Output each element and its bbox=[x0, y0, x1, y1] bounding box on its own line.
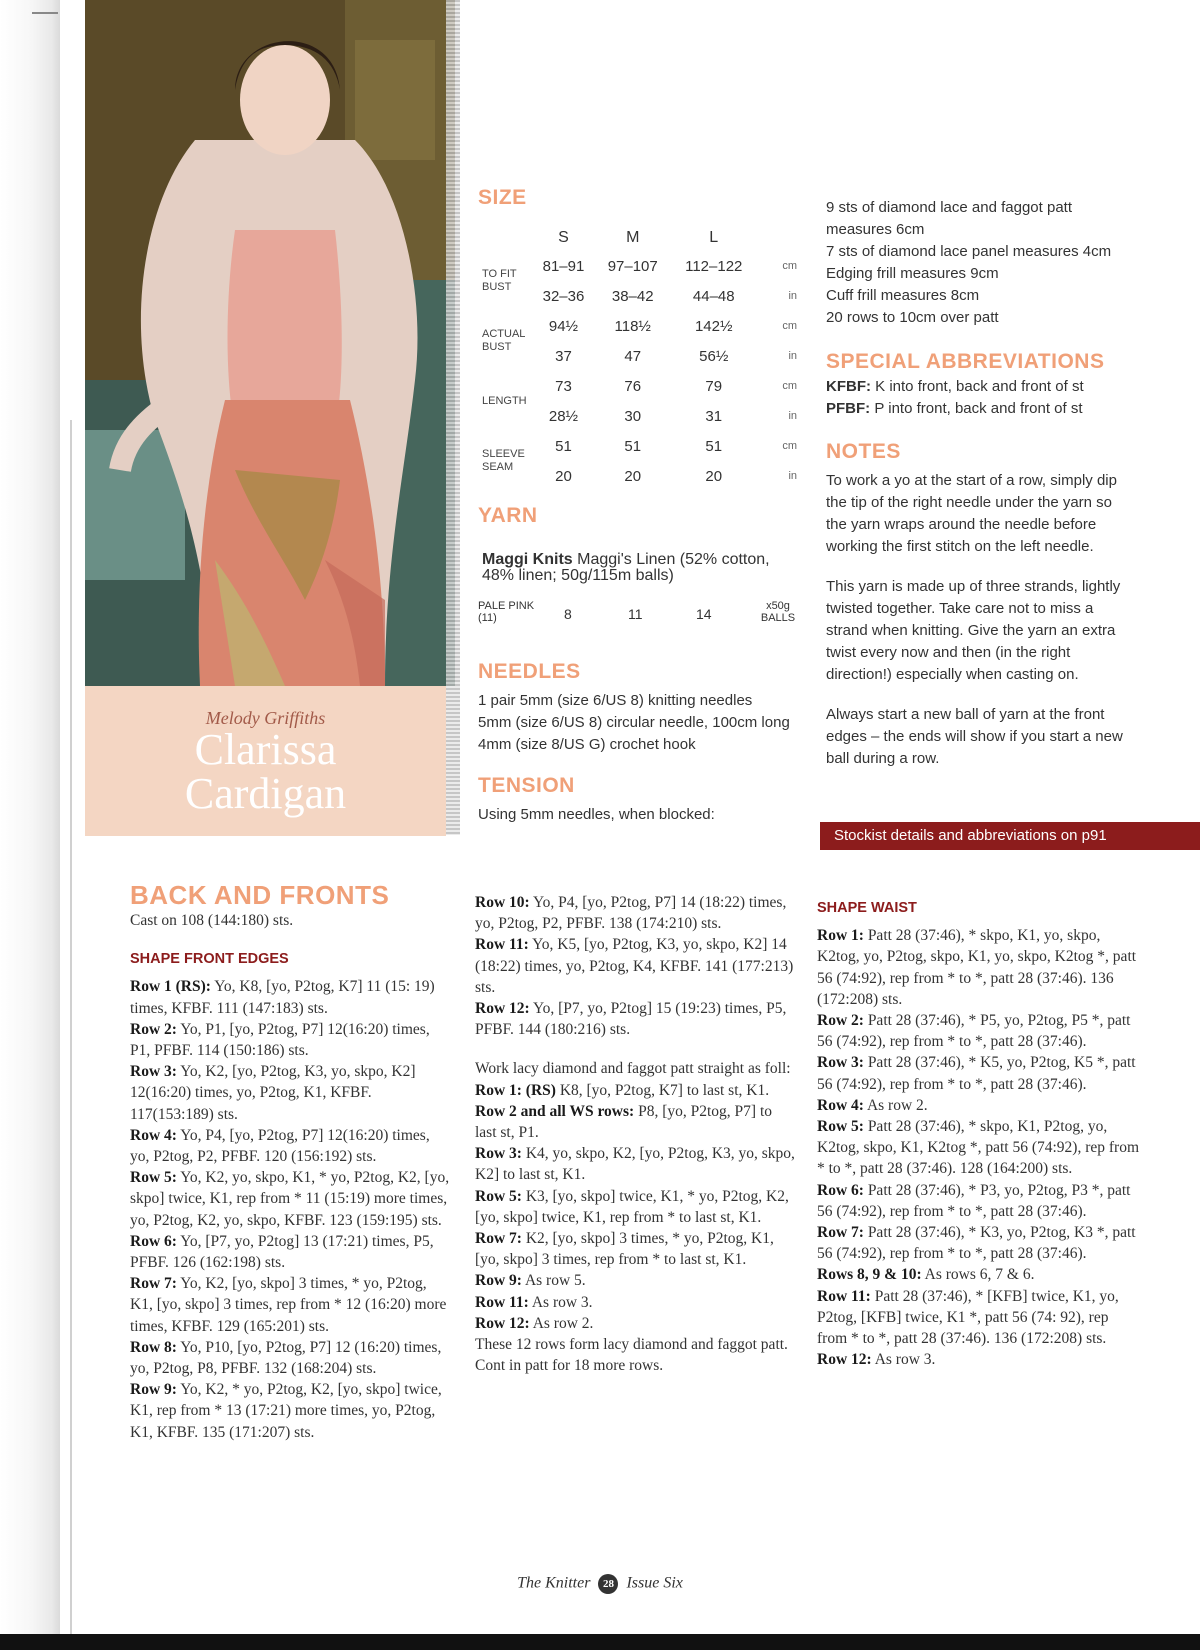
abbrev-item: KFBF: K into front, back and front of st bbox=[826, 378, 1084, 395]
yarn-colour: PALE PINK (11) bbox=[478, 600, 535, 624]
yarn-brand: Maggi Knits bbox=[482, 551, 573, 568]
stockist-banner: Stockist details and abbreviations on p91 bbox=[820, 822, 1200, 850]
title-line-2: Cardigan bbox=[184, 769, 347, 818]
table-cell: 81–91 bbox=[542, 257, 585, 275]
pattern-row: Row 8: Yo, P10, [yo, P2tog, P7] 12 (16:20) times, yo, P2tog, P8, PFBF. 132 (168:204) sts. bbox=[130, 1338, 442, 1378]
tension-item: Edging frill measures 9cm bbox=[826, 265, 999, 282]
yarn-unit: x50g BALLS bbox=[760, 600, 796, 624]
table-cell: 118½ bbox=[614, 317, 651, 335]
table-cell: 94½ bbox=[548, 317, 579, 335]
abbrev-list bbox=[826, 376, 1146, 420]
top-trim-mark bbox=[32, 12, 58, 14]
tension-heading: TENSION bbox=[478, 774, 575, 797]
magazine-name: The Knitter bbox=[517, 1574, 591, 1592]
pattern-row: Row 4: As row 2. bbox=[817, 1096, 928, 1114]
table-cell: 142½ bbox=[694, 317, 733, 335]
size-col-m: M bbox=[626, 229, 640, 246]
size-row-tofit-cm bbox=[482, 251, 797, 281]
size-row-label: SLEEVE SEAM bbox=[482, 448, 525, 473]
table-cell: 73 bbox=[555, 377, 572, 395]
table-cell: 20 bbox=[705, 467, 723, 485]
abbrev-item: PFBF: P into front, back and front of st bbox=[826, 400, 1083, 417]
pattern-row: Row 9: As row 5. bbox=[475, 1272, 586, 1290]
pattern-row: Row 1: (RS) K8, [yo, P2tog, K7] to last st, K1. bbox=[475, 1081, 770, 1099]
title-block bbox=[85, 686, 446, 836]
table-cell: 97–107 bbox=[607, 257, 658, 275]
abbrev-heading: SPECIAL ABBREVIATIONS bbox=[826, 350, 1105, 373]
pattern-row: Row 6: Patt 28 (37:46), * P3, yo, P2tog, P3 *, patt 56 (74:92), rep from * to *, patt 28 (37:46). bbox=[817, 1181, 1131, 1220]
yarn-heading: YARN bbox=[478, 504, 538, 527]
tension-item: 20 rows to 10cm over patt bbox=[826, 309, 999, 326]
pattern-row: Row 1: Patt 28 (37:46), * skpo, K1, yo, skpo, K2tog, yo, P2tog, skpo, K1, yo, skpo, K2tog *, patt 56 (74:92), rep from * to *, patt 28 (37:46). 136 (172:208) sts. bbox=[817, 927, 1137, 1008]
table-cell: 20 bbox=[555, 467, 572, 485]
pattern-row: Row 1 (RS): Yo, K8, [yo, P2tog, K7] 11 (15: 19) times, KFBF. 111 (147:183) sts. bbox=[130, 978, 435, 1017]
table-cell: 32–36 bbox=[542, 287, 585, 305]
size-row-sleeve-cm bbox=[482, 431, 797, 461]
pattern-row: Row 5: K3, [yo, skpo] twice, K1, * yo, P2tog, K2, [yo, skpo] twice, K1, rep from * to last st, K1. bbox=[475, 1187, 789, 1226]
needle-item: 5mm (size 6/US 8) circular needle, 100cm long bbox=[478, 714, 790, 731]
pattern-row: Row 5: Patt 28 (37:46), * skpo, K1, P2tog, yo, K2tog, skpo, K1, K2tog *, patt 56 (74:92), rep from * to *, patt 28 (37:46). 128 (164:200) sts. bbox=[817, 1118, 1140, 1178]
pattern-row: Row 2: Patt 28 (37:46), * P5, yo, P2tog, P5 *, patt 56 (74:92), rep from * to *, patt 28 (37:46). bbox=[817, 1012, 1131, 1051]
note-paragraph: To work a yo at the start of a row, simply dip the tip of the right needle under the yarn so the yarn wraps around the needle before working the first stitch on the left needle. bbox=[826, 472, 1117, 555]
pattern-row: Rows 8, 9 & 10: As rows 6, 7 & 6. bbox=[817, 1266, 1035, 1284]
tension-item: 7 sts of diamond lace panel measures 4cm bbox=[826, 243, 1112, 260]
pattern-row: Row 9: Yo, K2, * yo, P2tog, K2, [yo, skpo] twice, K1, rep from * 13 (17:21) more times, yo, P2tog, K1, KFBF. 135 (171:207) sts. bbox=[130, 1381, 442, 1441]
size-row-length-cm bbox=[482, 371, 797, 401]
pattern-row: Row 12: As row 2. bbox=[475, 1314, 594, 1332]
spine-rule bbox=[70, 420, 72, 1650]
back-fronts-heading: BACK AND FRONTS bbox=[130, 880, 390, 910]
tension-item: 9 sts of diamond lace and faggot patt measures 6cm bbox=[826, 199, 1072, 238]
pattern-row: Row 12: As row 3. bbox=[817, 1351, 936, 1369]
yarn-count-s: 8 bbox=[564, 606, 572, 622]
back-fronts-column bbox=[130, 910, 450, 1443]
pattern-row: Row 11: As row 3. bbox=[475, 1293, 593, 1311]
table-cell: 38–42 bbox=[611, 287, 654, 305]
pattern-row: Row 3: Patt 28 (37:46), * K5, yo, P2tog, K5 *, patt 56 (74:92), rep from * to *, patt 28 (37:46). bbox=[817, 1054, 1136, 1093]
pattern-row: Row 6: Yo, [P7, yo, P2tog] 13 (17:21) times, P5, PFBF. 126 (162:198) sts. bbox=[130, 1232, 434, 1272]
table-cell: 47 bbox=[624, 347, 642, 365]
size-col-s: S bbox=[558, 229, 569, 246]
pattern-row: Row 10: Yo, P4, [yo, P2tog, P7] 14 (18:22) times, yo, P2tog, P2, PFBF. 138 (174:210) sts. bbox=[475, 894, 787, 933]
notes-heading: NOTES bbox=[826, 440, 901, 463]
notes-body bbox=[826, 470, 1126, 770]
pattern-row: Row 7: K2, [yo, skpo] 3 times, * yo, P2tog, K1, [yo, skpo] 3 times, rep from * to last st, K1. bbox=[475, 1230, 774, 1269]
model-photo bbox=[85, 0, 455, 686]
tension-item: Cuff frill measures 8cm bbox=[826, 287, 980, 304]
table-cell: 79 bbox=[705, 377, 723, 395]
pattern-row: Row 12: Yo, [P7, yo, P2tog] 15 (19:23) times, P5, PFBF. 144 (180:216) sts. bbox=[475, 1000, 787, 1039]
yarn-count-l: 14 bbox=[696, 606, 712, 622]
closing-text: Cont in patt for 18 more rows. bbox=[475, 1357, 664, 1375]
unit-label: in bbox=[788, 350, 797, 362]
note-paragraph: This yarn is made up of three strands, lightly twisted together. Take care not to miss a strand when knitting. Give the yarn an extra twist every now and then (in the right direction!) especially when casting on. bbox=[826, 578, 1121, 683]
tension-list bbox=[826, 197, 1131, 329]
size-row-label: ACTUAL BUST bbox=[482, 328, 526, 353]
needle-item: 1 pair 5mm (size 6/US 8) knitting needles bbox=[478, 692, 753, 709]
size-header-row bbox=[482, 225, 797, 251]
size-col-l: L bbox=[709, 229, 719, 246]
pattern-row: Row 3: Yo, K2, [yo, P2tog, K3, yo, skpo, K2] 12(16:20) times, yo, P2tog, K1, KFBF. 117(153:189) sts. bbox=[130, 1063, 416, 1123]
closing-text: These 12 rows form lacy diamond and faggot patt. bbox=[475, 1336, 788, 1354]
table-cell: 56½ bbox=[699, 347, 729, 365]
note-paragraph: Always start a new ball of yarn at the front edges – the ends will show if you start a new ball during a row. bbox=[826, 706, 1123, 767]
pattern-row: Row 2 and all WS rows: P8, [yo, P2tog, P7] to last st, P1. bbox=[475, 1102, 773, 1142]
unit-label: cm bbox=[782, 440, 797, 452]
needle-item: 4mm (size 8/US G) crochet hook bbox=[478, 736, 696, 753]
table-cell: 44–48 bbox=[692, 287, 735, 305]
size-row-label: TO FIT BUST bbox=[482, 268, 517, 293]
size-row-actual-cm bbox=[482, 311, 797, 341]
unit-label: cm bbox=[782, 320, 797, 332]
size-row-label: LENGTH bbox=[482, 394, 527, 407]
title-line-1: Clarissa bbox=[194, 725, 337, 774]
size-heading: SIZE bbox=[478, 186, 527, 209]
unit-label: in bbox=[788, 410, 797, 422]
work-intro: Work lacy diamond and faggot patt straight as foll: bbox=[475, 1060, 791, 1078]
issue-label: Issue Six bbox=[626, 1574, 683, 1592]
table-cell: 30 bbox=[624, 407, 642, 425]
page-footer bbox=[0, 1574, 1200, 1594]
yarn-quantity-row bbox=[478, 600, 798, 630]
table-cell: 51 bbox=[705, 437, 723, 455]
yarn-count-m: 11 bbox=[628, 606, 643, 622]
cast-on-text: Cast on 108 (144:180) sts. bbox=[130, 912, 294, 929]
shape-waist-column bbox=[817, 898, 1142, 1370]
table-cell: 20 bbox=[624, 467, 642, 485]
table-cell: 31 bbox=[705, 407, 723, 425]
unit-label: in bbox=[788, 470, 797, 482]
table-cell: 112–122 bbox=[685, 257, 743, 275]
table-cell: 76 bbox=[624, 377, 642, 395]
size-table bbox=[482, 225, 797, 491]
table-cell: 51 bbox=[624, 437, 642, 455]
unit-label: in bbox=[788, 290, 797, 302]
pattern-row: Row 11: Yo, K5, [yo, P2tog, K3, yo, skpo, K2] 14 (18:22) times, yo, P2tog, K4, KFBF. 141 (177:213) sts. bbox=[475, 936, 794, 996]
table-cell: 37 bbox=[555, 347, 572, 365]
unit-label: cm bbox=[782, 380, 797, 392]
pattern-row: Row 11: Patt 28 (37:46), * [KFB] twice, K1, yo, P2tog, [KFB] twice, K1 *, patt 56 (74: 92), rep from * to *, patt 28 (37:46). 136 (172:208) sts. bbox=[817, 1287, 1119, 1348]
needles-list bbox=[478, 690, 808, 756]
binding-edge bbox=[446, 0, 460, 835]
middle-column bbox=[475, 892, 795, 1376]
shape-waist-heading: SHAPE WAIST bbox=[817, 900, 917, 916]
table-cell: 51 bbox=[555, 437, 572, 455]
pattern-row: Row 2: Yo, P1, [yo, P2tog, P7] 12(16:20) times, P1, PFBF. 114 (150:186) sts. bbox=[130, 1020, 430, 1060]
bottom-scan-edge bbox=[0, 1634, 1200, 1650]
author-byline: Melody Griffiths bbox=[205, 708, 326, 728]
table-cell: 28½ bbox=[548, 407, 579, 425]
pattern-row: Row 5: Yo, K2, yo, skpo, K1, * yo, P2tog, K2, [yo, skpo] twice, K1, rep from * 11 (15:19) more times, yo, P2tog, K2, yo, skpo, KFBF. 123 (159:195) sts. bbox=[130, 1169, 450, 1229]
page-spine-shadow bbox=[0, 0, 60, 1650]
tension-intro: Using 5mm needles, when blocked: bbox=[478, 806, 715, 823]
page-number-badge: 28 bbox=[598, 1574, 618, 1594]
pattern-row: Row 7: Yo, K2, [yo, skpo] 3 times, * yo, P2tog, K1, [yo, skpo] 3 times, rep from * 12 (16:20) more times, KFBF. 129 (165:201) sts. bbox=[130, 1275, 447, 1335]
pattern-row: Row 4: Yo, P4, [yo, P2tog, P7] 12(16:20) times, yo, P2tog, P2, PFBF. 120 (156:192) sts. bbox=[130, 1126, 430, 1166]
pattern-row: Row 3: K4, yo, skpo, K2, [yo, P2tog, K3, yo, skpo, K2] to last st, K1. bbox=[475, 1145, 795, 1184]
yarn-description bbox=[482, 552, 802, 584]
unit-label: cm bbox=[782, 260, 797, 272]
shape-front-edges-heading: SHAPE FRONT EDGES bbox=[130, 951, 289, 968]
needles-heading: NEEDLES bbox=[478, 660, 581, 683]
pattern-row: Row 7: Patt 28 (37:46), * K3, yo, P2tog, K3 *, patt 56 (74:92), rep from * to *, patt 28 (37:46). bbox=[817, 1224, 1136, 1263]
yarn-desc: Maggi's Linen (52% cotton, 48% linen; 50g/115m balls) bbox=[482, 551, 770, 584]
pattern-title bbox=[85, 725, 446, 818]
